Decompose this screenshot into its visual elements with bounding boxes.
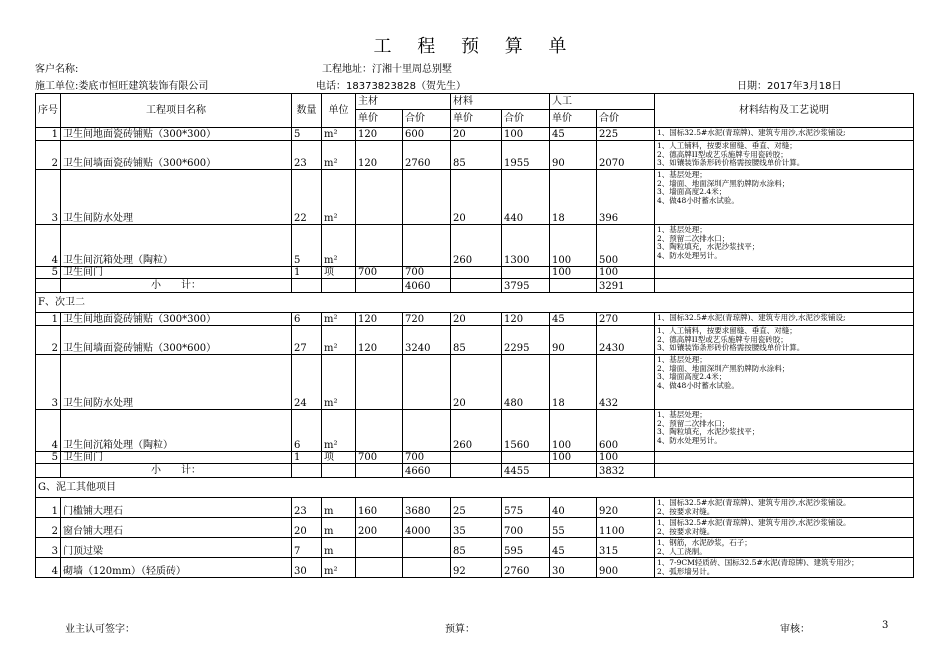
main-price: 160 [356, 498, 403, 518]
item-qty: 1 [292, 267, 322, 279]
material-total: 440 [502, 170, 550, 225]
table-row [36, 225, 914, 267]
subtotal-material-total: 3795 [502, 279, 550, 293]
main-price: 120 [356, 128, 403, 141]
labor-total: 100 [597, 267, 655, 279]
labor-total: 500 [597, 225, 655, 267]
item-description: 1、基层处理； 2、预留二次排水口； 3、陶粒填充，水泥沙浆找平； 4、防水处理另计。 [655, 225, 914, 267]
header-desc: 材料结构及工艺说明 [655, 94, 914, 128]
date: 日期：2017年3月18日 [737, 81, 842, 92]
subtotal-main-price [356, 464, 403, 478]
table-row [36, 410, 914, 452]
subtotal-no [36, 464, 61, 478]
subtotal-main-total: 4660 [403, 464, 451, 478]
item-unit: m² [322, 355, 356, 410]
item-qty: 22 [292, 170, 322, 225]
row-no: 1 [36, 313, 61, 326]
item-qty: 20 [292, 518, 322, 538]
main-price: 120 [356, 141, 403, 170]
material-price: 260 [451, 410, 502, 452]
item-unit: m² [322, 313, 356, 326]
main-price: 120 [356, 313, 403, 326]
table-row [36, 355, 914, 410]
subtotal-labor-price [550, 464, 597, 478]
item-name: 卫生间防水处理 [61, 170, 292, 225]
labor-total: 225 [597, 128, 655, 141]
subtotal-unit [322, 279, 356, 293]
item-qty: 23 [292, 498, 322, 518]
main-total: 600 [403, 128, 451, 141]
item-unit: m² [322, 326, 356, 355]
subtotal-material-price [451, 279, 502, 293]
material-total: 1955 [502, 141, 550, 170]
item-name: 卫生间沉箱处理（陶粒） [61, 225, 292, 267]
section-title: G、泥工其他项目 [36, 478, 914, 498]
main-price: 700 [356, 267, 403, 279]
header-no: 序号 [36, 94, 61, 128]
material-total: 120 [502, 313, 550, 326]
item-name: 卫生间门 [61, 452, 292, 464]
item-unit: m [322, 498, 356, 518]
material-price: 25 [451, 498, 502, 518]
item-description: 1、国标32.5#水泥(青琼牌)、建筑专用沙,水泥沙浆铺设。 2、按要求对缝。 [655, 498, 914, 518]
item-name: 窗台铺大理石 [61, 518, 292, 538]
labor-total: 315 [597, 538, 655, 558]
item-name: 卫生间沉箱处理（陶粒） [61, 410, 292, 452]
main-price: 120 [356, 326, 403, 355]
main-total: 4000 [403, 518, 451, 538]
subtotal-label: 小 计： [61, 464, 292, 478]
row-no: 4 [36, 410, 61, 452]
labor-total: 1100 [597, 518, 655, 538]
table-row [36, 538, 914, 558]
labor-price: 45 [550, 128, 597, 141]
item-unit: m² [322, 170, 356, 225]
main-price [356, 410, 403, 452]
row-no: 3 [36, 170, 61, 225]
row-no: 5 [36, 267, 61, 279]
item-name: 卫生间门 [61, 267, 292, 279]
row-no: 3 [36, 355, 61, 410]
labor-price: 90 [550, 326, 597, 355]
item-name: 砌墙（120mm）（轻质砖） [61, 558, 292, 578]
main-price [356, 170, 403, 225]
item-name: 门槛铺大理石 [61, 498, 292, 518]
item-description: 1、基层处理； 2、墙面、地面深圳产黑豹牌防水涂料； 3、墙面高度2.4米； 4、做48小时蓄水试验。 [655, 355, 914, 410]
material-price: 260 [451, 225, 502, 267]
main-total [403, 538, 451, 558]
main-price [356, 225, 403, 267]
material-total: 595 [502, 538, 550, 558]
item-description: 1、人工铺料，按要求留缝、垂直、对缝； 2、德高牌II型或艺乐施牌专用瓷砖胶； 3、如镶装饰条形砖价格需按腰线单价计算。 [655, 141, 914, 170]
item-unit: m² [322, 225, 356, 267]
main-total [403, 558, 451, 578]
subtotal-material-price [451, 464, 502, 478]
material-price: 20 [451, 170, 502, 225]
material-price: 20 [451, 128, 502, 141]
material-price: 20 [451, 355, 502, 410]
item-description: 1、钢筋，水泥砂浆，石子； 2、人工浇制。 [655, 538, 914, 558]
main-price: 200 [356, 518, 403, 538]
header-material-total: 合价 [502, 110, 550, 128]
item-description: 1、基层处理； 2、预留二次排水口； 3、陶粒填充，水泥沙浆找平； 4、防水处理另计。 [655, 410, 914, 452]
item-unit: m² [322, 558, 356, 578]
header-main: 主材 [356, 94, 451, 110]
header-labor-price: 单价 [550, 110, 597, 128]
material-price: 35 [451, 518, 502, 538]
project-address: 工程地址：汀湘十里周总别墅 [322, 64, 452, 75]
material-total: 700 [502, 518, 550, 538]
phone: 电话：18373823828（贺先生） [316, 81, 466, 92]
item-name: 卫生间地面瓷砖铺贴（300*300） [61, 313, 292, 326]
main-total [403, 410, 451, 452]
customer-name: 客户名称: [35, 64, 79, 75]
item-qty: 5 [292, 225, 322, 267]
subtotal-no [36, 279, 61, 293]
item-qty: 6 [292, 410, 322, 452]
item-unit: m² [322, 141, 356, 170]
material-price: 85 [451, 141, 502, 170]
item-description: 1、基层处理； 2、墙面、地面深圳产黑豹牌防水涂料； 3、墙面高度2.4米； 4、做48小时蓄水试验。 [655, 170, 914, 225]
row-no: 3 [36, 538, 61, 558]
main-total: 3240 [403, 326, 451, 355]
item-qty: 30 [292, 558, 322, 578]
page-title: 工 程 预 算 单 [373, 36, 577, 57]
labor-price: 40 [550, 498, 597, 518]
subtotal-main-total: 4060 [403, 279, 451, 293]
subtotal-labor-total: 3291 [597, 279, 655, 293]
material-price [451, 452, 502, 464]
row-no: 4 [36, 225, 61, 267]
budget-label: 预算： [445, 624, 475, 635]
subtotal-row [36, 464, 914, 478]
labor-total: 432 [597, 355, 655, 410]
header-labor-total: 合价 [597, 110, 655, 128]
labor-total: 100 [597, 452, 655, 464]
page-number: 3 [882, 620, 889, 631]
material-price: 85 [451, 538, 502, 558]
item-unit: m [322, 538, 356, 558]
item-unit: m [322, 518, 356, 538]
item-description [655, 452, 914, 464]
row-no: 1 [36, 498, 61, 518]
item-unit: 项 [322, 452, 356, 464]
labor-price: 45 [550, 538, 597, 558]
review-label: 审核： [780, 624, 810, 635]
item-description: 1、国标32.5#水泥(青琼牌)、建筑专用沙,水泥沙浆铺设; [655, 128, 914, 141]
item-unit: m² [322, 410, 356, 452]
labor-price: 55 [550, 518, 597, 538]
item-description [655, 267, 914, 279]
row-no: 1 [36, 128, 61, 141]
main-price [356, 558, 403, 578]
labor-price: 30 [550, 558, 597, 578]
owner-signature-label: 业主认可签字： [65, 624, 135, 635]
material-price: 85 [451, 326, 502, 355]
labor-price: 90 [550, 141, 597, 170]
subtotal-desc [655, 464, 914, 478]
labor-price: 100 [550, 410, 597, 452]
material-total [502, 267, 550, 279]
main-total: 2760 [403, 141, 451, 170]
item-name: 卫生间防水处理 [61, 355, 292, 410]
header-qty: 数量 [292, 94, 322, 128]
main-price [356, 355, 403, 410]
main-total: 720 [403, 313, 451, 326]
material-total: 1560 [502, 410, 550, 452]
material-total: 2760 [502, 558, 550, 578]
item-name: 卫生间墙面瓷砖铺贴（300*600） [61, 326, 292, 355]
item-qty: 7 [292, 538, 322, 558]
header-labor: 人工 [550, 94, 655, 110]
material-total: 100 [502, 128, 550, 141]
table-row [36, 128, 914, 141]
contractor: 施工单位:娄底市恒旺建筑装饰有限公司 [35, 81, 209, 92]
subtotal-row [36, 279, 914, 293]
labor-total: 270 [597, 313, 655, 326]
row-no: 2 [36, 326, 61, 355]
material-price [451, 267, 502, 279]
subtotal-main-price [356, 279, 403, 293]
row-no: 2 [36, 518, 61, 538]
item-qty: 23 [292, 141, 322, 170]
material-total: 2295 [502, 326, 550, 355]
subtotal-material-total: 4455 [502, 464, 550, 478]
labor-price: 100 [550, 225, 597, 267]
item-name: 卫生间墙面瓷砖铺贴（300*600） [61, 141, 292, 170]
main-total: 700 [403, 452, 451, 464]
table-row [36, 558, 914, 578]
main-price: 700 [356, 452, 403, 464]
item-description: 1、7-9CM轻质砖、国标32.5#水泥(青琼牌)、建筑专用沙； 2、弧形墙另计。 [655, 558, 914, 578]
item-qty: 24 [292, 355, 322, 410]
labor-price: 18 [550, 355, 597, 410]
main-total [403, 170, 451, 225]
main-total: 3680 [403, 498, 451, 518]
table-row [36, 170, 914, 225]
labor-total: 2070 [597, 141, 655, 170]
header-name: 工程项目名称 [61, 94, 292, 128]
item-unit: 项 [322, 267, 356, 279]
item-qty: 5 [292, 128, 322, 141]
subtotal-qty [292, 279, 322, 293]
header-material-price: 单价 [451, 110, 502, 128]
row-no: 4 [36, 558, 61, 578]
table-row [36, 518, 914, 538]
subtotal-desc [655, 279, 914, 293]
labor-total: 920 [597, 498, 655, 518]
header-unit: 单位 [322, 94, 356, 128]
row-no: 5 [36, 452, 61, 464]
section-row [36, 293, 914, 313]
labor-total: 900 [597, 558, 655, 578]
main-total [403, 225, 451, 267]
item-qty: 27 [292, 326, 322, 355]
main-total [403, 355, 451, 410]
table-row [36, 313, 914, 326]
item-qty: 6 [292, 313, 322, 326]
subtotal-label: 小 计： [61, 279, 292, 293]
material-price: 20 [451, 313, 502, 326]
table-row [36, 267, 914, 279]
section-row [36, 478, 914, 498]
subtotal-unit [322, 464, 356, 478]
item-name: 门顶过梁 [61, 538, 292, 558]
item-description: 1、人工铺料，按要求留缝、垂直、对缝； 2、德高牌II型或艺乐施牌专用瓷砖胶； 3、如镶装饰条形砖价格需按腰线单价计算。 [655, 326, 914, 355]
labor-total: 600 [597, 410, 655, 452]
material-total: 575 [502, 498, 550, 518]
labor-price: 18 [550, 170, 597, 225]
subtotal-qty [292, 464, 322, 478]
labor-total: 2430 [597, 326, 655, 355]
subtotal-labor-total: 3832 [597, 464, 655, 478]
subtotal-labor-price [550, 279, 597, 293]
item-description: 1、国标32.5#水泥(青琼牌)、建筑专用沙,水泥沙浆铺设。 2、按要求对缝。 [655, 518, 914, 538]
section-title: F、次卫二 [36, 293, 914, 313]
row-no: 2 [36, 141, 61, 170]
table-row [36, 141, 914, 170]
table-row [36, 452, 914, 464]
labor-price: 100 [550, 452, 597, 464]
labor-price: 100 [550, 267, 597, 279]
table-row [36, 326, 914, 355]
item-unit: m² [322, 128, 356, 141]
material-price: 92 [451, 558, 502, 578]
item-qty: 1 [292, 452, 322, 464]
material-total [502, 452, 550, 464]
item-description: 1、国标32.5#水泥(青琼牌)、建筑专用沙,水泥沙浆铺设; [655, 313, 914, 326]
header-main-price: 单价 [356, 110, 403, 128]
header-main-total: 合价 [403, 110, 451, 128]
item-name: 卫生间地面瓷砖铺贴（300*300） [61, 128, 292, 141]
table-row [36, 498, 914, 518]
budget-table [35, 93, 914, 578]
material-total: 480 [502, 355, 550, 410]
labor-price: 45 [550, 313, 597, 326]
main-total: 700 [403, 267, 451, 279]
main-price [356, 538, 403, 558]
labor-total: 396 [597, 170, 655, 225]
header-material: 材料 [451, 94, 550, 110]
material-total: 1300 [502, 225, 550, 267]
